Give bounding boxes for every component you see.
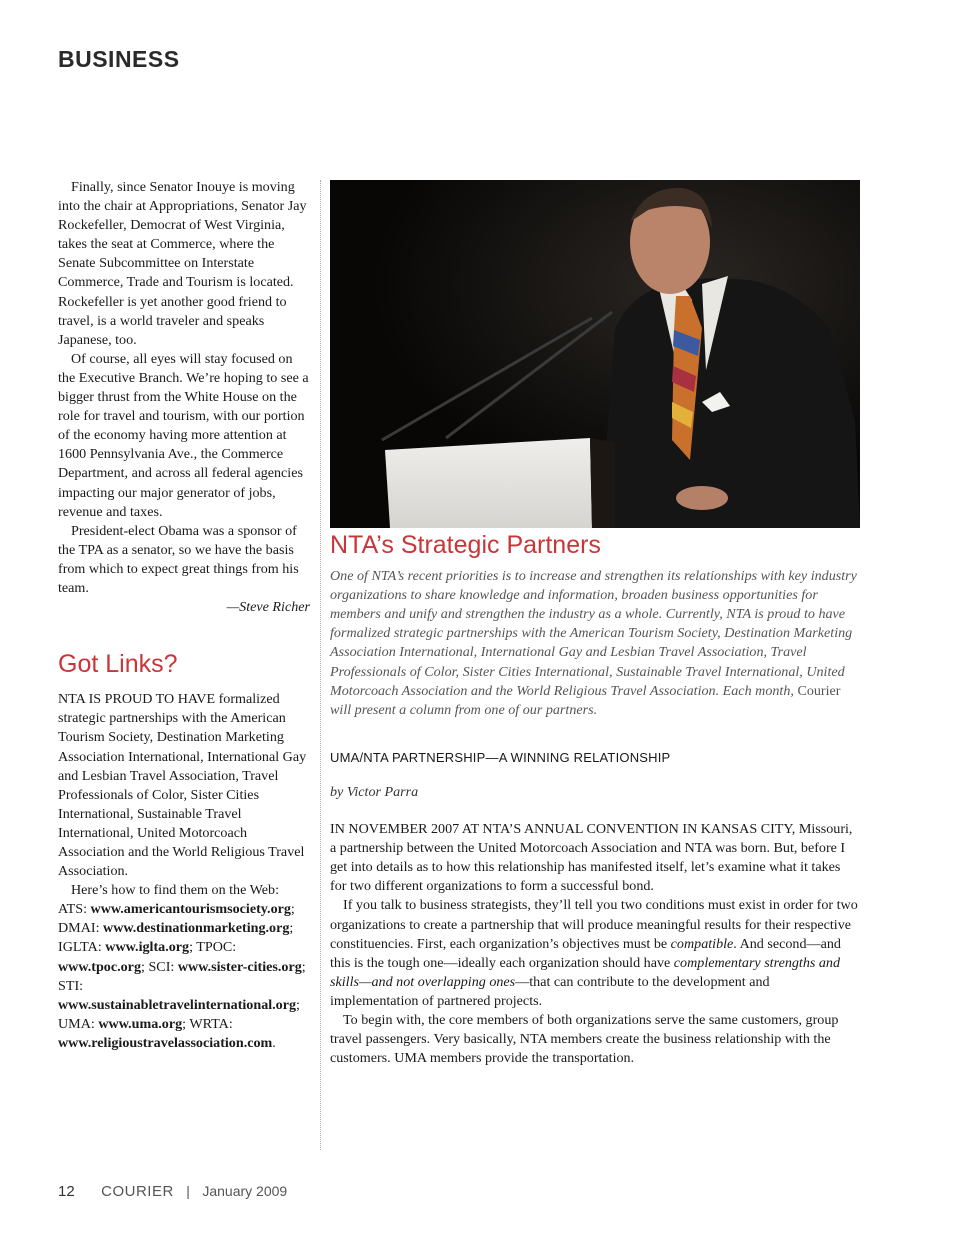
speaker-photo [330, 180, 860, 528]
article-text: . And second—and this is the tough one—ideally each organization should have [330, 935, 841, 971]
article-text: Missouri, a partnership between the United Motorcoach Association and NTA was born. But, before I get into details as to how this relationship has manifested itself, let’s examine what it takes for two different organizations to form a successful bond. [330, 821, 853, 895]
link-label: UMA: [58, 1015, 95, 1032]
emphasis: compatible [670, 935, 734, 952]
right-column [330, 531, 860, 1068]
link-tpoc[interactable]: www.tpoc.org [58, 958, 141, 975]
link-label: SCI: [148, 958, 175, 975]
link-ats[interactable]: www.americantourismsociety.org [90, 901, 291, 918]
publication-name: Courier [797, 682, 841, 699]
article-paragraph [330, 896, 860, 1011]
footer-separator: | [186, 1183, 190, 1199]
left-column [58, 178, 310, 1053]
lead-caps: IN NOVEMBER 2007 AT NTA’S ANNUAL CONVENTION IN KANSAS CITY, [330, 821, 796, 838]
link-label: ATS: [58, 901, 87, 918]
link-dmai[interactable]: www.destinationmarketing.org [103, 920, 290, 937]
link-wrta[interactable]: www.religioustravelassociation.com [58, 1034, 273, 1051]
got-links-list: Here’s how to find them on the Web: ATS: www.americantourismsociety.org; DMAI: www.destinationmarketing.org; IGLTA: www.iglta.org; TPOC: www.tpoc.org; SCI: www.sister-cities.org; STI: www.sustainabletravelinternational.org; UMA: www.uma.org; WRTA: www.religioustravelassociation.com. [58, 882, 306, 1051]
lead-caps: NTA IS PROUD TO HAVE [58, 691, 216, 708]
got-links-intro [58, 690, 310, 881]
paragraph: President-elect Obama was a sponsor of the TPA as a senator, so we have the basis from which to expect great things from his team. [58, 522, 299, 596]
link-sti[interactable]: www.sustainabletravelinternational.org [58, 996, 297, 1013]
article-title: UMA/NTA PARTNERSHIP—A WINNING RELATIONSHIP [330, 749, 671, 765]
byline: by Victor Parra [330, 783, 419, 800]
link-label: WRTA: [189, 1015, 233, 1032]
article-text: If you talk to business strategists, they’ll tell you two conditions must exist in order for two organizations to create a partnership that will produce meaningful results for their respective constituencies. First, each organization’s objectives must be [330, 897, 858, 952]
paragraph: Finally, since Senator Inouye is moving into the chair at Appropriations, Senator Jay Rockefeller, Democrat of West Virginia, takes the seat at Commerce, where the Senate Subcommittee on Interstate Commerce, Trade and Tourism is located. Rockefeller is yet another good friend to travel, is a world traveler and speaks Japanese, too. [58, 179, 307, 348]
link-label: IGLTA: [58, 939, 102, 956]
partners-intro-end: will present a column from one of our partners. [330, 701, 598, 718]
link-label: DMAI: [58, 920, 100, 937]
section-label: BUSINESS [58, 46, 180, 72]
issue-date: January 2009 [202, 1183, 288, 1199]
link-label: STI: [58, 977, 84, 994]
partners-heading: NTA’s Strategic Partners [330, 531, 601, 559]
column-divider [320, 180, 321, 1150]
partners-intro-text: One of NTA’s recent priorities is to increase and strengthen its relationships with key industry organizations to share knowledge and information, broaden business opportunities for members and unify and strengthen the industry as a whole. Currently, NTA is proud to have formalized strategic partnerships with the American Tourism Society, Destination Marketing Association International, International Gay and Lesbian Travel Association, Travel Professionals of Color, Sister Cities International, Sustainable Travel International, United Motorcoach Association and the World Religious Travel Association. Each month, [330, 568, 857, 699]
article-paragraph: To begin with, the core members of both organizations serve the same customers, group travel passengers. Very basically, NTA members create the business relationship with the customers. UMA members provide the transportation. [330, 1011, 839, 1067]
link-iglta[interactable]: www.iglta.org [105, 939, 190, 956]
got-links-heading: Got Links? [58, 650, 178, 679]
partners-intro [330, 567, 860, 720]
signature: —Steve Richer [226, 599, 310, 616]
got-links-intro-text: formalized strategic partnerships with the American Tourism Society, Destination Marketing Association International, International Gay and Lesbian Travel Association, Travel Professionals of Color, Sister Cities International, Sustainable Travel International, United Motorcoach Association and the World Religious Travel Association. [58, 691, 307, 880]
find-intro: Here’s how to find them on the Web: [71, 882, 280, 899]
page-number: 12 [58, 1183, 75, 1200]
article-text: —that can contribute to the development and implementation of partnered projects. [330, 973, 770, 1009]
emphasis: complementary strengths and skills—and not overlapping ones [330, 954, 841, 990]
magazine-name: COURIER [101, 1183, 174, 1200]
speaker-illustration [330, 180, 860, 528]
link-label: TPOC: [196, 939, 237, 956]
paragraph: Of course, all eyes will stay focused on the Executive Branch. We’re hoping to see a bigger thrust from the White House on the role for travel and tourism, with our portion of the economy having more attention at 1600 Pennsylvania Ave., the Commerce Department, and across all federal agencies impacting our major generator of jobs, revenue and taxes. [58, 350, 309, 520]
link-uma[interactable]: www.uma.org [98, 1015, 183, 1032]
article-paragraph [330, 820, 860, 896]
page-footer [58, 1183, 287, 1201]
link-sci[interactable]: www.sister-cities.org [177, 958, 302, 975]
